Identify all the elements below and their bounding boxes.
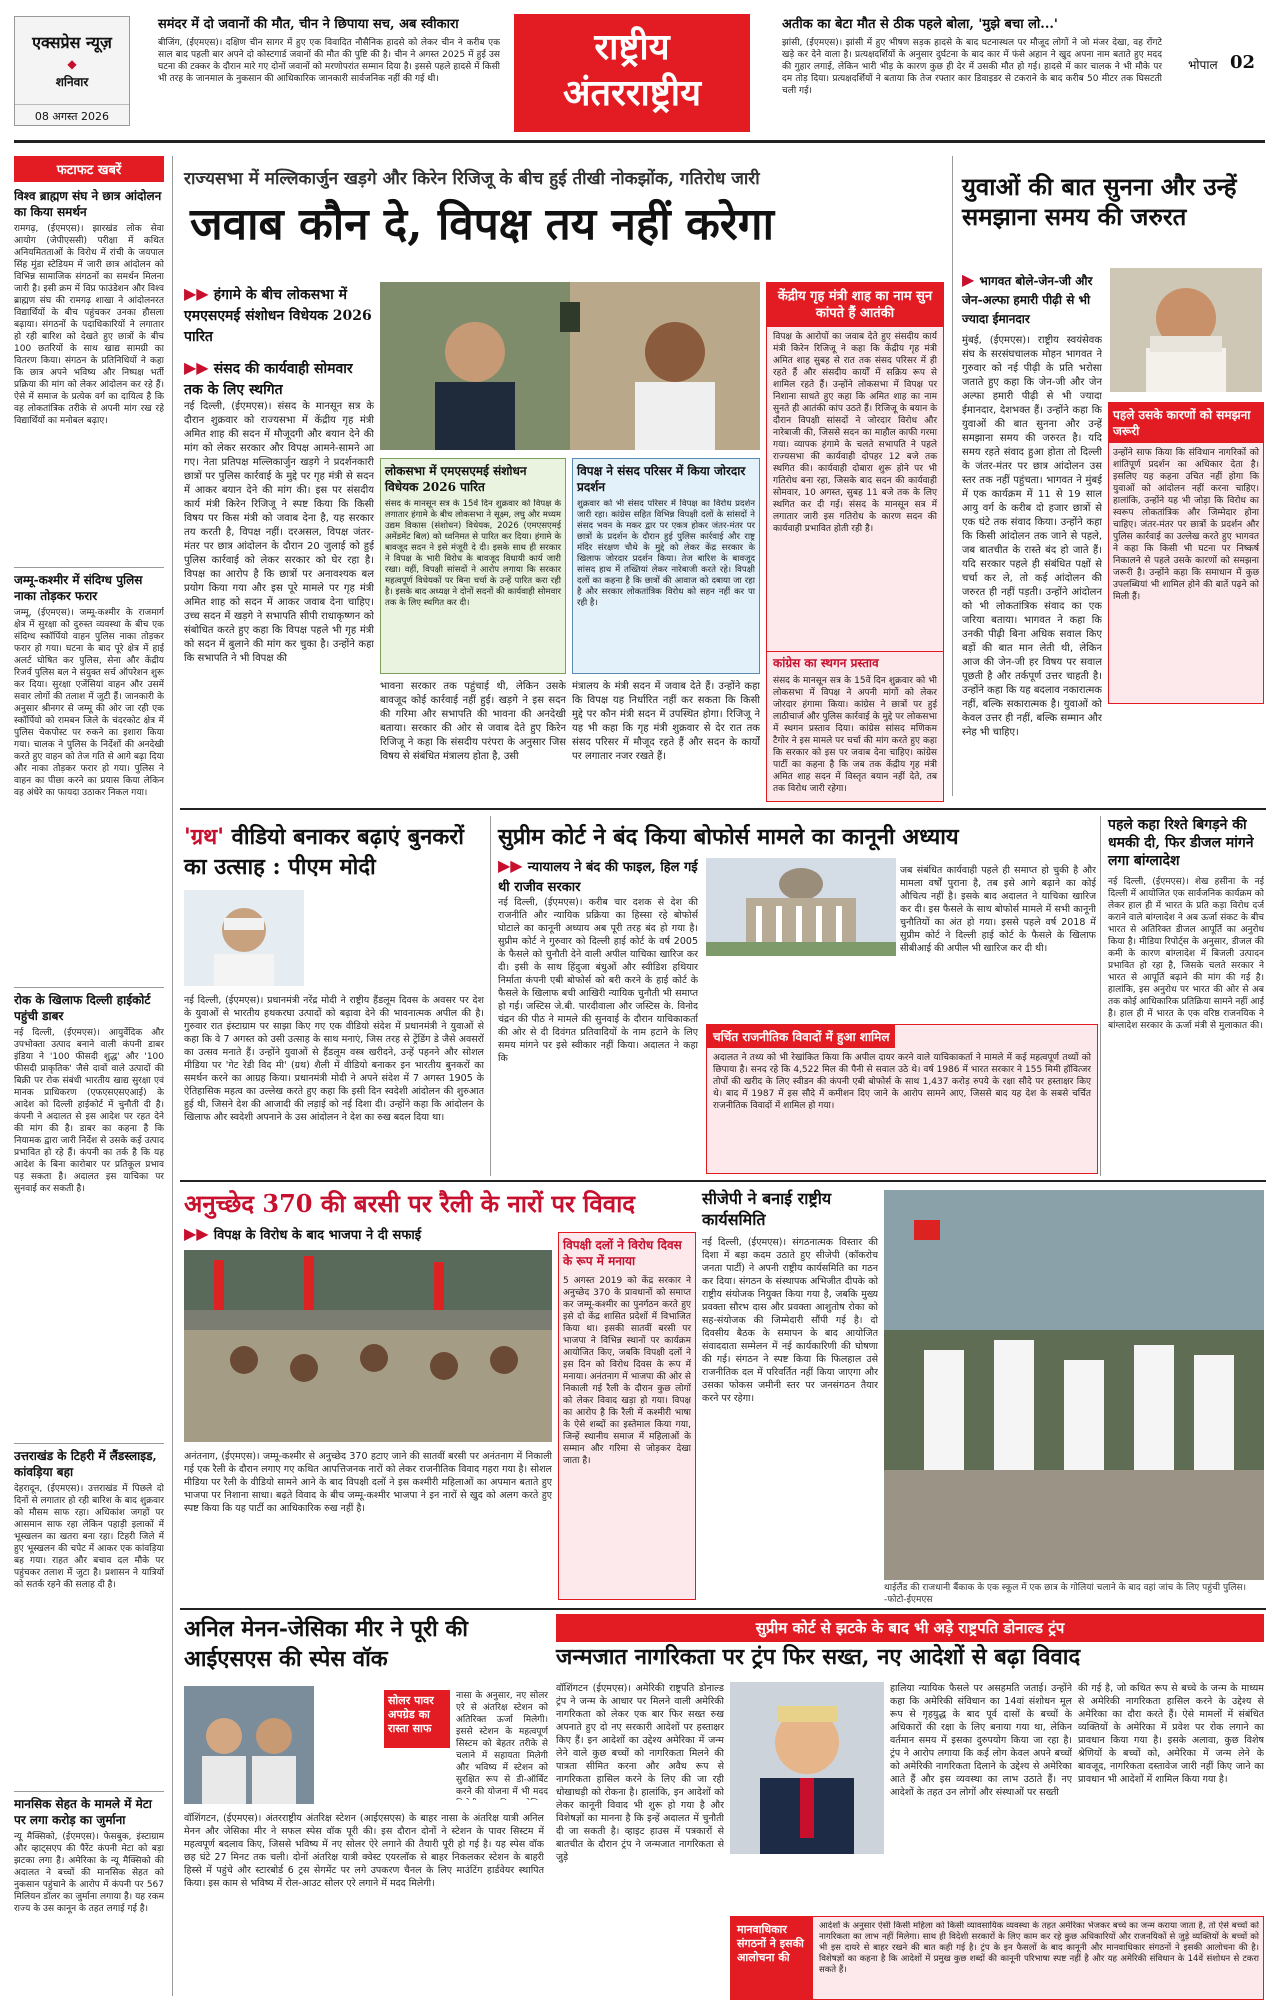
left-item-body: रामगढ़, (ईएमएस)। झारखंड लोक सेवा आयोग (जेपीएससी) परीक्षा में कथित अनियमितताओं के विरोध में रांची के जयपाल सिंह मुंडा स्टेडियम में जारी छात्र आंदोलन को विभिन्न सामाजिक संगठनों का समर्थन मिलना जारी है। इसी क्रम में विप्र फाउंडेशन और विश्व ब्राह्मण संघ की रामगढ़ शाखा ने आंदोलनरत विद्यार्थियों के बीच पहुंचकर उनका हौसला बढ़ाया। संगठनों के पदाधिकारियों ने लगातार हो रही बारिश को देखते हुए छात्रों के बीच 100 छतरियों के साथ खाद्य सामग्री का वितरण किया। संगठन के प्रतिनिधियों ने कहा कि छात्र अपने भविष्य और निष्पक्ष भर्ती प्रक्रिया की मांग को लेकर आंदोलन कर रहे हैं। ऐसे में समाज के प्रत्येक वर्ग का दायित्व है कि वह लोकतांत्रिक तरीके से अपनी मांग रख रहे विद्यार्थियों का मनोबल बढ़ाए।	[14, 224, 164, 426]
section-banner	[514, 14, 750, 132]
lead-body-left: नई दिल्ली, (ईएमएस)। संसद के मानसून सत्र के दौरान शुक्रवार को राज्यसभा में केंद्रीय गृह मंत्री अमित शाह की सदन में मौजूदगी और बयान देने की मांग को लेकर सरकार और विपक्ष आमने-सामने आ गए। नेता प्रतिपक्ष मल्लिकार्जुन खड़गे ने प्रदर्शनकारी छात्रों पर पुलिस कार्रवाई के मुद्दे पर गृह मंत्री से सदन में आकर बयान देने की मांग की। इस पर संसदीय कार्य मंत्री किरेन रिजिजू ने स्पष्ट किया कि किसी विषय पर किस मंत्री को जवाब देना है, यह सरकार तय करती है, विपक्ष नहीं। दरअसल, विपक्ष जंतर-मंतर पर छात्र आंदोलन के दौरान 20 जुलाई को हुई पुलिस कार्रवाई को लेकर सरकार को घेर रहा है। विपक्ष का आरोप है कि छात्रों पर अनावश्यक बल प्रयोग किया गया और इस पूरे मामले पर गृह मंत्री अमित शाह को सदन में आकर जवाब देना चाहिए। उच्च सदन में खड़गे ने सभापति सीपी राधाकृष्णन को संबोधित करते हुए कहा कि विपक्ष पहले भी गृह मंत्री को सदन में बुलाने की मांग कर चुका है। उन्होंने कहा कि सभापति ने भी विपक्ष की	[184, 401, 374, 664]
trump-photo-svg	[730, 1682, 884, 1854]
bangladesh-rule	[1100, 816, 1101, 1176]
row3-rule	[180, 1608, 1266, 1610]
modi-headline-text: वीडियो बनाकर बढ़ाएं बुनकरों का उत्साह : पीएम मोदी	[184, 824, 464, 880]
top-left-body: बीजिंग, (ईएमएस)। दक्षिण चीन सागर में हुए एक विवादित नौसैनिक हादसे को लेकर चीन ने करीब एक साल बाद पहली बार अपने दो कोस्टगार्ड जवानों की मौत की पुष्टि की है। चीन ने अगस्त 2025 में हुई उस घटना की टक्कर के दौरान मारे गए दोनों जवानों को मरणोपरांत सम्मान दिया है। इससे पहले हादसे में किसी भी तरह के जानमाल के नुकसान की आधिकारिक जानकारी सार्वजनिक नहीं की गई थी।	[158, 38, 500, 84]
article370-body: अनंतनाग, (ईएमएस)। जम्मू-कश्मीर से अनुच्छेद 370 हटाए जाने की सातवीं बरसी पर अनंतनाग में निकाली गई एक रैली के दौरान लगाए गए कथित आपत्तिजनक नारों को लेकर राजनीतिक विवाद गहरा गया है। सोशल मीडिया पर रैली के वीडियो सामने आने के बाद विपक्षी दलों ने इस कश्मीरी महिलाओं का अपमान बताते हुए भाजपा पर निशाना साधा। बढ़ते विवाद के बीच जम्मू-कश्मीर भाजपा ने इन नारों से खुद को अलग करते हुए स्पष्ट किया कि यह पार्टी का आधिकारिक रुख नहीं है।	[184, 1451, 552, 1514]
bangladesh-body: नई दिल्ली, (ईएमएस)। शेख हसीना के नई दिल्ली में आयोजित एक सार्वजनिक कार्यक्रम को लेकर हाल ही में भारत के प्रति कड़ा विरोध दर्ज कराने वाले बांग्लादेश ने अब ऊर्जा संकट के बीच भारत से अतिरिक्त डीजल आपूर्ति का अनुरोध किया है। मीडिया रिपोर्ट्स के अनुसार, डीजल की कमी के कारण बांग्लादेश में बिजली उत्पादन प्रभावित हो रहा है, जिसके चलते सरकार ने भारत से आपूर्ति बढ़ाने की मांग की गई है। हालांकि, इस अनुरोध पर भारत की ओर से अब तक कोई आधिकारिक प्रतिक्रिया सामने नहीं आई है। हाल ही में भारत के एक वरिष्ठ राजनयिक ने बांग्लादेश सरकार के ऊर्जा मंत्री से मुलाकात की।	[1108, 877, 1264, 1031]
ornament-icon: ◆	[67, 57, 77, 71]
nasa-headline: अनिल मेनन-जेसिका मीर ने पूरी की आईएसएस की स्पेस वॉक	[184, 1616, 468, 1672]
left-column-rule	[172, 156, 173, 1996]
bofors-box-title: चर्चित राजनीतिक विवादों में हुआ शामिल	[707, 1025, 895, 1048]
cjp-headline: सीजेपी ने बनाई राष्ट्रीय कार्यसमिति	[702, 1189, 832, 1229]
msme-box-title: लोकसभा में एमएसएमई संशोधन विधेयक 2026 पारित	[385, 464, 527, 494]
trump-body-2: हालिया न्यायिक फैसले पर असहमति जताई। उन्होंने कहा कि अमेरिकी संविधान का 14वां संशोधन मूल रूप से गृहयुद्ध के बाद पूर्व दासों के बच्चों के अधिकारों की रक्षा के लिए बनाया गया था, लेकिन वर्तमान समय में इसका दुरुपयोग किया जा रहा है। ट्रंप ने आरोप लगाया कि कई लोग केवल अपने बच्चों को अमेरिकी नागरिकता दिलाने के उद्देश्य से अमेरिका आते हैं और इस व्यवस्था का लाभ उठाते हैं। नए आदेशों के तहत उन लोगों और संस्थाओं पर सख्ती	[890, 1683, 1072, 1798]
bofors-box	[706, 1024, 1098, 1174]
trump-box	[730, 1916, 1264, 2000]
rally-photo-svg	[184, 1250, 552, 1442]
arrow-icon: ▶▶	[184, 1224, 209, 1243]
bofors-subhead-text: न्यायालय ने बंद की फाइल, हिल गई थी राजीव सरकार	[498, 860, 698, 895]
left-item-title: रोक के खिलाफ दिल्ली हाईकोर्ट पहुंची डाबर	[14, 987, 164, 1024]
shah-sidebar	[766, 282, 944, 802]
supreme-court-photo	[706, 858, 896, 956]
bhagwat-body: मुंबई, (ईएमएस)। राष्ट्रीय स्वयंसेवक संघ के सरसंघचालक मोहन भागवत ने गुरुवार को नई पीढ़ी के प्रति भरोसा जताते हुए कहा कि जेन-जी और जेन अल्फा हमारी पीढ़ी से भी ज्यादा ईमानदार, देशभक्त हैं। उन्होंने कहा कि युवाओं की बात सुनना और उन्हें समझाना समय की जरुरत है। यदि समय रहते संवाद हुआ होता तो दिल्ली के जंतर-मंतर पर छात्र आंदोलन उस स्तर तक नहीं पहुंचता। भागवत ने मुंबई में एक कार्यक्रम में 11 से 19 साल आयु वर्ग के करीब दो हजार छात्रों से एक घंटे तक संवाद किया। उन्होंने कहा कि किसी आंदोलन तक जाने से पहले, जब बातचीत के रास्ते बंद हो जाते हैं। यदि सरकार पहले ही संबंधित पक्षों से चर्चा कर ले, तो कई आंदोलन की जरुरत ही नहीं पड़ती। उन्होंने आंदोलन को भी लोकतांत्रिक संवाद का एक जरिया बताया। भागवत ने कहा कि उनकी पीढ़ी बिना अधिक सवाल किए बड़ों की बात मान लेती थी, लेकिन आज की जेन-जी हर विषय पर सवाल पूछती है और तर्कपूर्ण उत्तर चाहती है। उन्होंने कहा कि यह बदलाव नकारात्मक नहीं, बल्कि सकारात्मक है। युवाओं को केवल उत्तर ही नहीं, बल्कि सम्मान और स्नेह भी चाहिए।	[962, 335, 1102, 738]
trump-box-body: आदेशों के अनुसार ऐसी किसी महिला को किसी व्यावसायिक व्यवस्था के तहत अमेरिका भेजकर बच्चे का जन्म कराया जाता है, तो ऐसे बच्चों को नागरिकता का लाभ नहीं मिलेगा। साथ ही विदेशी सरकारों के लिए काम कर रहे कुछ अधिकारियों और राजनयिकों से जुड़े व्यक्तियों के बच्चों को भी इस दायरे से बाहर रखने की बात कही गई है। ट्रंप के इन फैसलों के बाद कानूनी और मानवाधिकार संगठनों ने इसकी आलोचना की है। विशेषज्ञों का कहना है कि आदेशों में प्रमुख कुछ शब्दों की कानूनी परिभाषा स्पष्ट नहीं है और यह अमेरिकी संविधान के 14वें संशोधन से टकरा सकते हैं।	[819, 1921, 1259, 1975]
lead-bullet-2-text: संसद की कार्यवाही सोमवार तक के लिए स्थगित	[184, 361, 353, 398]
bofors-box-body: अदालत ने तथ्य को भी रेखांकित किया कि अपील दायर करने वाले याचिकाकर्ता ने मामले में कई महत्वपूर्ण तथ्यों को छिपाया है। सनद रहे कि 4,522 मिल की पैनी से सवाल उठे थे। वर्ष 1986 में भारत सरकार ने 155 मिमी हॉवित्जर तोपों की खरीद के लिए स्वीडन की कंपनी एबी बोफोर्स के साथ 1,437 करोड़ रुपये के रक्षा सौदे पर हस्ताक्षर किए थे। बाद में 1987 में इस सौदे में कमीशन दिए जाने के आरोप सामने आए, जिससे बाद यह देश के सबसे चर्चित राजनीतिक विवादों में शामिल हो गया।	[713, 1053, 1091, 1111]
row1-rule	[180, 808, 1266, 810]
parliament-photo-svg	[380, 282, 760, 450]
left-item-title: मानसिक सेहत के मामले में मेटा पर लगा करोड़ का जुर्माना	[14, 1791, 164, 1828]
masthead-city: भोपाल	[1188, 58, 1218, 72]
left-item-body: देहरादून, (ईएमएस)। उत्तराखंड में पिछले दो दिनों से लगातार हो रही बारिश के बाद शुक्रवार को मौसम साफ रहा। अधिकांश जगहों पर आसमान साफ रहा लेकिन पहाड़ी इलाकों में भूस्खलन का खतरा बना रहा। टिहरी जिले में हुए भूस्खलन की चपेट में आकर एक कांवड़िया बह गया। राहत और बचाव दल मौके पर पहुंचकर तलाश में जुटा है। प्रशासन ने यात्रियों को सतर्क रहने की सलाह दी है।	[14, 1484, 164, 1590]
thailand-photo-svg	[884, 1190, 1264, 1580]
arrow-icon: ▶▶	[184, 284, 209, 303]
rally-photo	[184, 1250, 552, 1442]
astronauts-photo	[184, 1686, 314, 1804]
masthead-date: 08 अगस्त 2026	[15, 104, 129, 124]
modi-photo-svg	[184, 890, 304, 986]
fatafat-header: फटाफट खबरें	[14, 156, 164, 182]
nasa-body-2: नासा के अनुसार, नए सोलर एरे से अंतरिक्ष स्टेशन को अतिरिक्त ऊर्जा मिलेगी। इससे स्टेशन के महत्वपूर्ण सिस्टम को बेहतर तरीके से चलाने में सहायता मिलेगी और भविष्य में स्टेशन को सुरक्षित रूप से डी-ऑर्बिट करने की योजना में भी मदद	[456, 1691, 548, 1797]
lead-kicker: राज्यसभा में मल्लिकार्जुन खड़गे और किरेन रिजिजू के बीच हुई तीखी नोकझोंक, गतिरोध जारी	[184, 169, 760, 189]
modi-body: नई दिल्ली, (ईएमएस)। प्रधानमंत्री नरेंद्र मोदी ने राष्ट्रीय हैंडलूम दिवस के अवसर पर देश के युवाओं से भारतीय हथकरघा उत्पादों को बढ़ावा देने की भावनात्मक अपील की है। गुरुवार रात इंस्टाग्राम पर साझा किए गए एक वीडियो संदेश में प्रधानमंत्री ने युवाओं से कहा कि वे 7 अगस्त को उसी उत्साह के साथ मनाएं, जिस तरह से ट्रेंडिंग डे जैसे अवसरों का उत्सव मनाते हैं। उन्होंने युवाओं से हैंडलूम वस्त्र खरीदने, उन्हें पहनने और सोशल मीडिया पर 'गेट रेडी विद मी' (ग्रथ) शैली में वीडियो बनाकर इन भारतीय बुनकरों का समर्थन करने का आग्रह किया। प्रधानमंत्री मोदी ने अपने संदेश में 7 अगस्त 1905 के ऐतिहासिक महत्व का उल्लेख करते हुए कहा कि इसी दिन स्वदेशी आंदोलन की शुरुआत हुई थी, जिसने देश की आजादी की लड़ाई को नई दिशा दी। उन्होंने कहा कि आंदोलन के खिलाफ और स्वदेशी अपनाने के उस आंदोलन ने देश का रुख बदल दिया था।	[184, 995, 484, 1123]
bhagwat-photo-svg	[1110, 268, 1262, 392]
top-right-title: अतीक का बेटा मौत से ठीक पहले बोला, 'मुझे बचा लो...'	[782, 17, 1058, 32]
bhagwat-box-body: उन्होंने साफ किया कि संविधान नागरिकों को शांतिपूर्ण प्रदर्शन का अधिकार देता है। इसलिए यह कहना उचित नहीं होगा कि युवाओं को आंदोलन नहीं करना चाहिए। हालांकि, उन्होंने यह भी जोड़ा कि विरोध का स्वरूप लोकतांत्रिक और जिम्मेदार होना चाहिए। जंतर-मंतर पर छात्रों के प्रदर्शन और पुलिस कार्रवाई का उल्लेख करते हुए भागवत ने कहा कि किसी भी घटना पर निष्कर्ष निकालने से पहले उसके कारणों को समझना जरूरी है। उन्होंने कहा कि समाधान में कुछ उपलब्धियां भी शामिल होने की बातें पढ़ने को मिली हैं।	[1113, 448, 1259, 602]
bofors-subhead	[498, 856, 698, 896]
msme-box	[380, 458, 566, 674]
bhagwat-box-title: पहले उसके कारणों को समझना जरूरी	[1109, 403, 1263, 443]
trump-headline: जन्मजात नागरिकता पर ट्रंप फिर सख्त, नए आदेशों से बढ़ा विवाद	[556, 1644, 1081, 1670]
top-left-title: समंदर में दो जवानों की मौत, चीन ने छिपाया सच, अब स्वीकारा	[158, 17, 459, 32]
trump-kicker: सुप्रीम कोर्ट से झटके के बाद भी अड़े राष्ट्रपति डोनाल्ड ट्रंप	[556, 1614, 1264, 1642]
modi-photo	[184, 890, 304, 986]
masthead-rule	[14, 140, 1265, 143]
lead-bullet-1	[184, 284, 374, 347]
nasa-body: वॉशिंगटन, (ईएमएस)। अंतरराष्ट्रीय अंतरिक्ष स्टेशन (आईएसएस) के बाहर नासा के अंतरिक्ष यात्री अनिल मेनन और जेसिका मीर ने सफल स्पेस वॉक पूरी की। इस दौरान दोनों ने स्टेशन के पावर सिस्टम में महत्वपूर्ण बदलाव किए, जिससे भविष्य में नए सोलर ऐरे लगाने की तैयारी पूरी हो गई है। यह स्पेस वॉक छह घंटे 27 मिनट तक चली। दोनों अंतरिक्ष यात्री क्वेस्ट एयरलॉक से बाहर निकलकर स्टेशन के बाहरी हिस्से में पहुंचे और स्टारबोर्ड 6 ट्रस सेगमेंट पर लगे उपकरण चैनल के लिए माउंटिंग हार्डवेयर स्थापित किया। इस काम से भविष्य में रोल-आउट सोलर एरे लगाने में मदद मिलेगी।	[184, 1813, 544, 1889]
lead-bullet-1-text: हंगामे के बीच लोकसभा में एमएसएमई संशोधन विधेयक 2026 पारित	[184, 287, 372, 345]
trump-box-title: मानवाधिकार संगठनों ने इसकी आलोचना की	[731, 1917, 813, 1999]
trump-body-3: की गई है, जो कथित रूप से बच्चे के जन्म के माध्यम से अमेरिकी नागरिकता हासिल करने के उद्देश्य से अमेरिका का दौरा करते हैं। ऐसे मामलों में संबंधित व्यक्तियों के अमेरिका में प्रवेश पर रोक लगाने का प्रावधान किया गया है। इसके अलावा, कुछ विशेष श्रेणियों के बच्चों को, अमेरिका में जन्म लेने के बावजूद, नागरिकता दस्तावेज जारी नहीं किए जाने का प्रावधान भी आदेशों में शामिल किया गया है।	[1078, 1683, 1264, 1785]
left-item-body: जम्मू, (ईएमएस)। जम्मू-कश्मीर के राजमार्ग क्षेत्र में सुरक्षा को दुरुस्त व्यवस्था के बीच एक संदिग्ध स्कॉर्पियो वाहन पुलिस नाका तोड़कर फरार हो गया। घटना के बाद पूरे क्षेत्र में हाई अलर्ट घोषित कर पुलिस, सेना और केंद्रीय रिजर्व पुलिस बल ने संयुक्त सर्च ऑपरेशन शुरू कर दिया। सुरक्षा एजेंसियां वाहन और उसमें सवार लोगों की तलाश में जुटी हैं। जानकारी के अनुसार श्रीनगर से जम्मू की ओर जा रही एक स्कॉर्पियो को रामबन जिले के चंदरकोट क्षेत्र में पुलिस चेकपोस्ट पर रुकने का इशारा किया गया। चालक ने पुलिस के निर्देशों की अनदेखी करते हुए वाहन को तेज गति से आगे बढ़ा दिया और नाका तोड़कर फरार हो गया। पुलिस ने वाहन का पीछा करने का प्रयास किया लेकिन वह अंधेरे का फायदा उठाकर निकल गया।	[14, 608, 164, 798]
parliament-photo	[380, 282, 760, 450]
left-item-title: उत्तराखंड के टिहरी में लैंडस्लाइड, कांवड़िया बहा	[14, 1443, 164, 1480]
protest-box-body: शुक्रवार को भी संसद परिसर में विपक्ष का विरोध प्रदर्शन जारी रहा। कांग्रेस सहित विभिन्न विपक्षी दलों के सांसदों ने संसद भवन के मकर द्वार पर एकत्र होकर जंतर-मंतर पर छात्रों के प्रदर्शन के दौरान हुई पुलिस कार्रवाई और राष्ट्र मंदिर संरक्षण चौथे के मुद्दे को लेकर केंद्र सरकार के खिलाफ जोरदार प्रदर्शन किया। तेज बारिश के बावजूद सांसद हाथ में तख्तियां लेकर नारेबाजी करते रहे। विपक्षी दलों का कहना है कि छात्रों की आवाज को दबाया जा रहा है और सरकार लोकतांत्रिक विरोध को सहन नहीं कर पा रही है।	[577, 499, 755, 608]
modi-headline	[184, 822, 484, 882]
protest-box	[572, 458, 760, 674]
congress-sidebar-body: संसद के मानसून सत्र के 15वें दिन शुक्रवार को भी लोकसभा में विपक्ष ने अपनी मांगों को लेकर जोरदार हंगामा किया। कांग्रेस ने छात्रों पर हुई लाठीचार्ज और पुलिस कार्रवाई के मुद्दे पर लोकसभा में स्थगन प्रस्ताव दिया। कांग्रेस सांसद मणिकम टैगोर ने इस मामले पर चर्चा की मांग करते हुए कहा कि सरकार को इस पर जवाब देना चाहिए। कांग्रेस पार्टी का कहना है कि जब तक केंद्रीय गृह मंत्री अमित शाह सदन में विस्तृत बयान नहीं देते, तब तक विरोध जारी रहेगा।	[773, 676, 937, 794]
shah-sidebar-title: केंद्रीय गृह मंत्री शाह का नाम सुन कांपते हैं आतंकी	[767, 283, 943, 327]
protest-box-title: विपक्ष ने संसद परिसर में किया जोरदार प्रदर्शन	[577, 464, 746, 494]
brand-name: एक्सप्रेस न्यूज़	[32, 33, 112, 52]
article370-subhead	[184, 1224, 544, 1243]
bofors-body: नई दिल्ली, (ईएमएस)। करीब चार दशक से देश की राजनीति और न्यायिक प्रक्रिया का हिस्सा रहे बोफोर्स घोटाले का कानूनी अध्याय अब पूरी तरह बंद हो गया है। सुप्रीम कोर्ट ने गुरुवार को दिल्ली हाई कोर्ट के वर्ष 2005 के फैसले को चुनौती देने वाली अपील याचिका खारिज कर दी। इसी के साथ हिंदुजा बंधुओं और स्वीडिश हथियार निर्माता कंपनी एबी बोफोर्स को बरी करने के हाई कोर्ट के फैसले के खिलाफ बची आखिरी न्यायिक चुनौती भी समाप्त हो गई। जस्टिस जे.बी. पारदीवाला और जस्टिस के. विनोद चंद्रन की पीठ ने मामले की सुनवाई के दौरान याचिकाकर्ता की ओर से दी दिवंगत प्रतिवादियों के नाम हटाने के लिए समय मांगने पर इसे स्वीकार नहीं किया। अदालत ने कहा कि	[498, 897, 698, 1064]
article370-box	[558, 1232, 696, 1600]
arrow-icon: ▶▶	[184, 358, 209, 377]
shah-sidebar-body: विपक्ष के आरोपों का जवाब देते हुए संसदीय कार्य मंत्री किरेन रिजिजू ने कहा कि केंद्रीय गृह मंत्री अमित शाह सुबह से रात तक संसद परिसर में ही रहते हैं और संसदीय कार्यों में सक्रिय रूप से शामिल रहते हैं। उन्होंने लोकसभा में विपक्ष पर निशाना साधते हुए कहा कि अमित शाह का नाम सुनते ही आतंकी कांप उठते हैं। रिजिजू के बयान के दौरान विपक्षी सांसदों ने जोरदार विरोध और नारेबाजी की, जिससे सदन का माहौल काफी गरमा गया। व्यापक हंगामे के चलते सभापति ने पहले राज्यसभा की कार्यवाही दोपहर 12 बजे तक स्थगित की। कार्यवाही दोबारा शुरू होने पर भी गतिरोध बना रहा, जिसके बाद सदन की कार्यवाही सोमवार, 10 अगस्त, सुबह 11 बजे तक के लिए स्थगित कर दी गई। संसद के मानसून सत्र में लगातार जारी इस गतिरोध के कारण सदन की कार्यवाही प्रभावित होती रही है।	[773, 332, 937, 534]
lead-bullet-2	[184, 358, 374, 400]
top-left-story	[158, 16, 500, 128]
astronauts-photo-svg	[184, 1686, 314, 1804]
masthead-day: शनिवार	[55, 75, 89, 89]
modi-rule	[490, 816, 491, 1176]
section-title-1: राष्ट्रीय	[594, 26, 670, 68]
cjp-body: नई दिल्ली, (ईएमएस)। संगठनात्मक विस्तार की दिशा में बड़ा कदम उठाते हुए सीजेपी (कॉकरोच जनता पार्टी) ने अपनी राष्ट्रीय कार्यसमिति का गठन कर दिया। संगठन के संस्थापक अभिजीत दीपके को राष्ट्रीय संयोजक नियुक्त किया गया है, जबकि मुख्य प्रवक्ता सौरभ दास और प्रवक्ता आशुतोष रोका को सह-संयोजक की जिम्मेदारी सौंपी गई है। दो दिवसीय बैठक के समापन के बाद आयोजित संवाददाता सम्मेलन में नई कार्यकारिणी की घोषणा की गई। संगठन ने स्पष्ट किया कि फिलहाल उसे राजनीतिक दल में परिवर्तित नहीं किया जाएगा और उसका फोकस जमीनी स्तर पर जनसंगठन तैयार करने पर रहेगा।	[702, 1237, 878, 1404]
supreme-court-photo-svg	[706, 858, 896, 956]
modi-kicker: 'ग्रथ'	[184, 824, 224, 850]
page-number: 02	[1230, 52, 1256, 73]
congress-sidebar-title: कांग्रेस का स्थगन प्रस्ताव	[767, 651, 943, 673]
article370-subhead-text: विपक्ष के विरोध के बाद भाजपा ने दी सफाई	[213, 1228, 422, 1243]
section-title-2: अंतरराष्ट्रीय	[562, 72, 702, 114]
bhagwat-headline: युवाओं की बात सुनना और उन्हें समझाना समय की जरुरत	[962, 172, 1237, 231]
left-item-body: न्यू मैक्सिको, (ईएमएस)। फेसबुक, इंस्टाग्राम और व्हाट्सएप की पैरेंट कंपनी मेटा को बड़ा झटका लगा है। अमेरिका के न्यू मैक्सिको की अदालत ने बच्चों की मानसिक सेहत को नुकसान पहुंचाने के आरोप में कंपनी पर 567 मिलियन डॉलर का जुर्माना लगाया है। यह रकम राज्य के उस कानून के तहत लगाई गई है।	[14, 1832, 164, 1914]
bangladesh-headline: पहले कहा रिश्ते बिगड़ने की धमकी दी, फिर डीजल मांगने लगा बांग्लादेश	[1108, 817, 1254, 869]
trump-photo	[730, 1682, 884, 1854]
bhagwat-subhead-text: भागवत बोले-जेन-जी और जेन-अल्फा हमारी पीढ़ी से भी ज्यादा ईमानदार	[962, 274, 1093, 326]
masthead-brand-box	[14, 16, 130, 126]
top-right-body: झांसी, (ईएमएस)। झांसी में हुए भीषण सड़क हादसे के बाद घटनास्थल पर मौजूद लोगों ने जो मंजर देखा, वह रोंगटे खड़े कर देने वाला है। प्रत्यक्षदर्शियों के अनुसार दुर्घटना के बाद कार में फंसे अहान ने खुद अपना नाम बताते हुए मदद की गुहार लगाई, लेकिन भारी भीड़ के कारण कुछ ही देर में उसकी मौत हो गई। हादसे में कार चालक ने भी मौके पर दम तोड़ दिया। प्रत्यक्षदर्शियों ने बताया कि तेज रफ्तार कार डिवाइडर से टकराने के बाद करीब 50 मीटर तक घिसटती चली गई।	[782, 38, 1162, 96]
bofors-headline: सुप्रीम कोर्ट ने बंद किया बोफोर्स मामले का कानूनी अध्याय	[498, 824, 959, 850]
thailand-caption: थाईलैंड की राजधानी बैंकाक के एक स्कूल में एक छात्र के गोलियां चलाने के बाद वहां जांच के लिए पहुंची पुलिस। -फोटो-ईएमएस	[884, 1583, 1246, 1605]
article370-headline: अनुच्छेद 370 की बरसी पर रैली के नारों पर विवाद	[184, 1189, 636, 1218]
left-item-title: जम्मू-कश्मीर में संदिग्ध पुलिस नाका तोड़कर फरार	[14, 567, 164, 604]
lead-body-mid: भावना सरकार तक पहुंचाई थी, लेकिन उसके बावजूद कोई कार्रवाई नहीं हुई। खड़गे ने इस सदन की गरिमा और सभापति की भावना की अनदेखी बताया। सरकार की ओर से जवाब देते हुए किरेन रिजिजू ने कहा कि संसदीय परंपरा के अनुसार जिस विषय से संबंधित मंत्रालय होता है, उसी	[380, 681, 566, 762]
left-item-body: नई दिल्ली, (ईएमएस)। आयुर्वेदिक और उपभोक्ता उत्पाद बनाने वाली कंपनी डाबर इंडिया ने '100 फीसदी शुद्ध' और '100 फीसदी प्राकृतिक' जैसे दावों वाले उत्पादों की बिक्री पर रोक संबंधी भारतीय खाद्य सुरक्षा एवं मानक प्राधिकरण (एफएसएसएआई) के आदेश को दिल्ली हाईकोर्ट में चुनौती दी है। कंपनी ने अदालत से इस आदेश पर रहत देने की मांग की है। डाबर का कहना है कि नियामक द्वारा जारी निर्देश से उसके कई उत्पाद प्रभावित हो रहे हैं। कंपनी का तर्क है कि यह आदेश के बिना कारोबार पर प्रतिकूल प्रभाव पड़ सकता है। अदालत इस याचिका पर सुनवाई कर सकती है।	[14, 1028, 164, 1194]
lead-headline: जवाब कौन दे, विपक्ष तय नहीं करेगा	[190, 199, 774, 250]
left-item-title: विश्व ब्राह्मण संघ ने छात्र आंदोलन का किया समर्थन	[14, 189, 162, 219]
arrow-icon: ▶	[962, 270, 975, 289]
nasa-pullquote: सोलर पावर अपग्रेड का रास्ता साफ	[384, 1690, 450, 1748]
bhagwat-subhead	[962, 270, 1102, 327]
thailand-photo	[884, 1190, 1264, 1580]
bhagwat-box	[1108, 402, 1264, 704]
trump-body: वॉशिंगटन (ईएमएस)। अमेरिकी राष्ट्रपति डोनाल्ड ट्रंप ने जन्म के आधार पर मिलने वाली अमेरिकी नागरिकता को लेकर एक बार फिर सख्त रुख अपनाते हुए दो नए सरकारी आदेशों पर हस्ताक्षर किए हैं। इन आदेशों का उद्देश्य अमेरिका में जन्म लेने वाले कुछ बच्चों को नागरिकता मिलने की पात्रता सीमित करना और अवैध रूप से नागरिकता हासिल करने के लिए की जा रही धोखाधड़ी को रोकना है। हालांकि, इन आदेशों को लेकर कानूनी विवाद भी शुरू हो गया है और विशेषज्ञों का मानना है कि इन्हें अदालत में चुनौती दी जा सकती है। व्हाइट हाउस में पत्रकारों से बातचीत के दौरान ट्रंप ने जन्मजात नागरिकता से जुड़े	[556, 1683, 724, 1863]
lead-right-rule	[952, 156, 953, 796]
msme-box-body: संसद के मानसून सत्र के 15वें दिन शुक्रवार को विपक्ष के लगातार हंगामे के बीच लोकसभा ने सूक्ष्म, लघु और मध्यम उद्यम विकास (संशोधन) विधेयक, 2026 (एमएसएमई अमेंडमेंट बिल) को ध्वनिमत से पारित कर दिया। हंगामे के बावजूद सदन ने इसे मंजूरी दे दी। इसके साथ ही सरकार ने विपक्ष के भारी विरोध के बावजूद विधायी कार्य जारी रखा। वहीं, विपक्षी सांसदों ने आरोप लगाया कि सरकार महत्वपूर्ण विधेयकों पर बिना चर्चा के उन्हें पारित करा रही है। इसके बाद अध्यक्ष ने दोनों सदनों की कार्यवाही सोमवार तक के लिए स्थगित कर दी।	[385, 499, 561, 608]
bhagwat-photo	[1110, 268, 1262, 392]
top-right-story	[782, 16, 1162, 128]
lead-body-right: मंत्रालय के मंत्री सदन में जवाब देते हैं। उन्होंने कहा कि विपक्ष यह निर्धारित नहीं कर सकता कि किसी मुद्दे पर कौन मंत्री सदन में उपस्थित होगा। रिजिजू ने यह भी कहा कि गृह मंत्री शुक्रवार से देर रात तक संसद परिसर में मौजूद रहते हैं और सदन के कार्यों पर लगातार नजर रखते हैं।	[572, 681, 760, 762]
article370-box-title: विपक्षी दलों ने विरोध दिवस के रूप में मनाया	[563, 1238, 682, 1268]
left-column	[14, 156, 164, 1996]
row2-rule	[180, 1180, 1266, 1182]
arrow-icon: ▶▶	[498, 856, 523, 875]
article370-box-body: 5 अगस्त 2019 को केंद्र सरकार ने अनुच्छेद 370 के प्रावधानों को समाप्त कर जम्मू-कश्मीर का पुनर्गठन करते हुए इसे दो केंद्र शासित प्रदेशों में विभाजित किया था। इसकी सातवीं बरसी पर भाजपा ने विभिन्न स्थानों पर कार्यक्रम आयोजित किए, जबकि विपक्षी दलों ने इस दिन को विरोध दिवस के रूप में मनाया। अनंतनाग में भाजपा की ओर से निकाली गई रैली के दौरान कुछ लोगों को लेकर विवाद खड़ा हो गया। विपक्ष का आरोप है कि रैली में कश्मीरी भाषा के ऐसे शब्दों का इस्तेमाल किया गया, जिन्हें स्थानीय समाज में महिलाओं के सम्मान और गरिमा से जोड़कर देखा जाता है।	[563, 1276, 691, 1466]
bofors-body-2: जब संबंधित कार्यवाही पहले ही समाप्त हो चुकी है और मामला वर्षों पुराना है, तब इसे आगे बढ़ाने का कोई औचित्य नहीं है। इसके बाद अदालत ने याचिका खारिज कर दी। इस फैसले के साथ बोफोर्स मामले में सभी कानूनी चुनौतियों का अंत हो गया। इससे पहले वर्ष 2018 में सुप्रीम कोर्ट ने दिल्ली हाई कोर्ट के फैसले के खिलाफ सीबीआई की अपील भी खारिज कर दी थी।	[900, 865, 1096, 954]
